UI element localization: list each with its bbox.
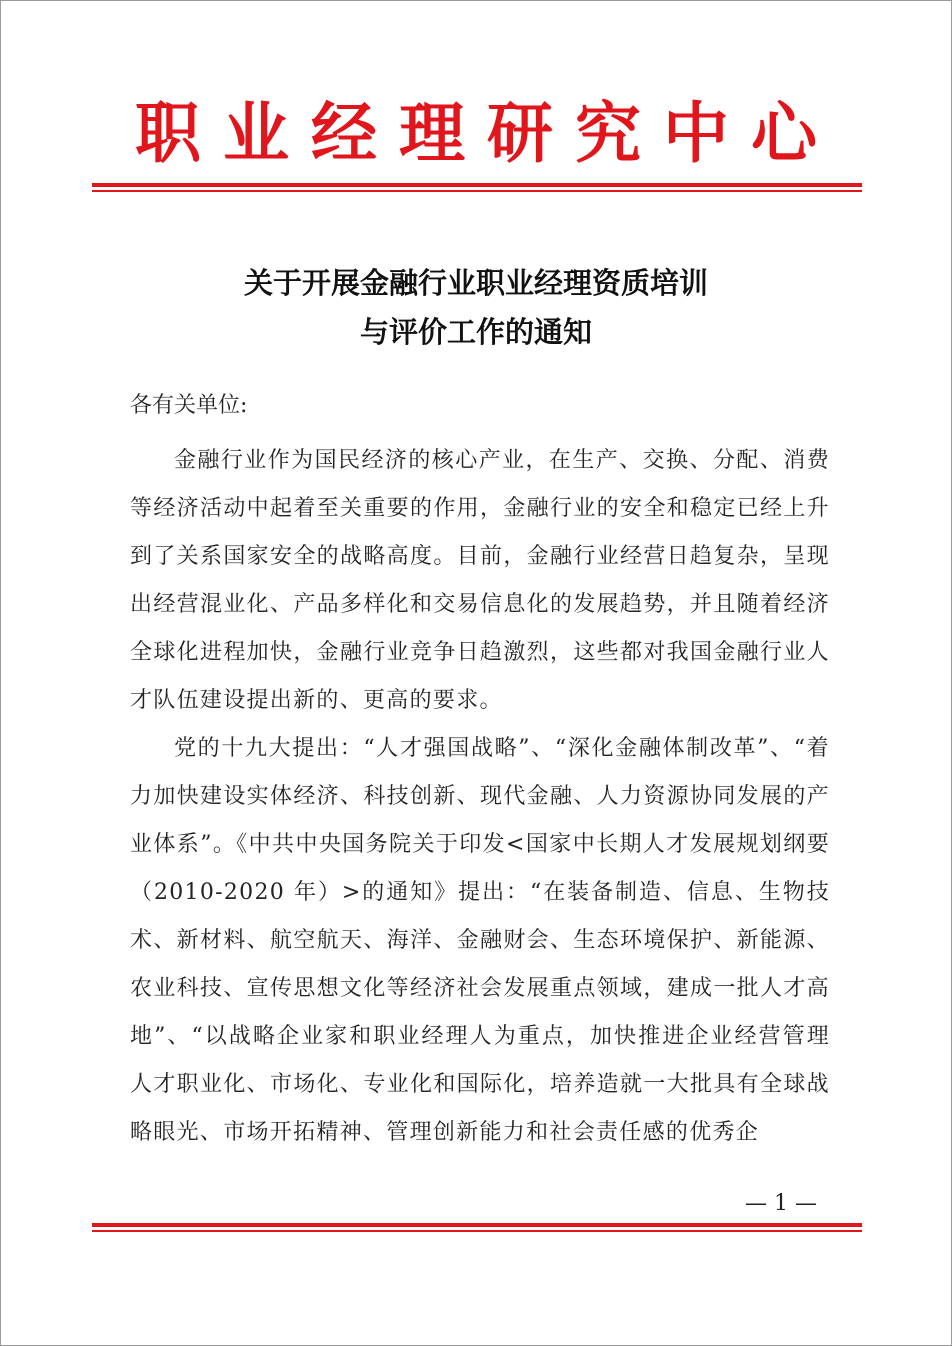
letterhead-divider-thin	[92, 190, 862, 192]
notice-title-line-1: 关于开展金融行业职业经理资质培训	[243, 266, 708, 300]
footer-divider-thick	[92, 1223, 862, 1227]
body-paragraph-2: 党的十九大提出：“人才强国战略”、“深化金融体制改革”、“着力加快建设实体经济、科技创新、现代金融、人力资源协同发展的产业体系”。《中共中央国务院关于印发<国家中长期人才发展规划纲要（2010-2020 年）>的通知》提出：“在装备制造、信息、生物技术、新材料、航空航天、海洋、金融财会、生态环境保护、新能源、农业科技、宣传思想文化等经济社会发展重点领域，建成一批人才高地”、“以战略企业家和职业经理人为重点，加快推进企业经营管理人才职业化、市场化、专业化和国际化，培养造就一大批具有全球战略眼光、市场开拓精神、管理创新能力和社会责任感的优秀企	[130, 736, 830, 1145]
letterhead-divider-thick	[92, 183, 862, 187]
footer-divider-thin	[92, 1230, 862, 1232]
notice-title-line-2: 与评价工作的通知	[359, 315, 592, 349]
letterhead-title: 职业经理研究中心	[135, 95, 839, 172]
page-number: — 1 —	[745, 1191, 817, 1216]
notice-body	[130, 437, 830, 1157]
body-paragraph-1: 金融行业作为国民经济的核心产业，在生产、交换、分配、消费等经济活动中起着至关重要的作用，金融行业的安全和稳定已经上升到了关系国家安全的战略高度。目前，金融行业经营日趋复杂，呈现出经营混业化、产品多样化和交易信息化的发展趋势，并且随着经济全球化进程加快，金融行业竞争日趋激烈，这些都对我国金融行业人才队伍建设提出新的、更高的要求。	[130, 448, 830, 713]
salutation: 各有关单位:	[130, 393, 248, 418]
